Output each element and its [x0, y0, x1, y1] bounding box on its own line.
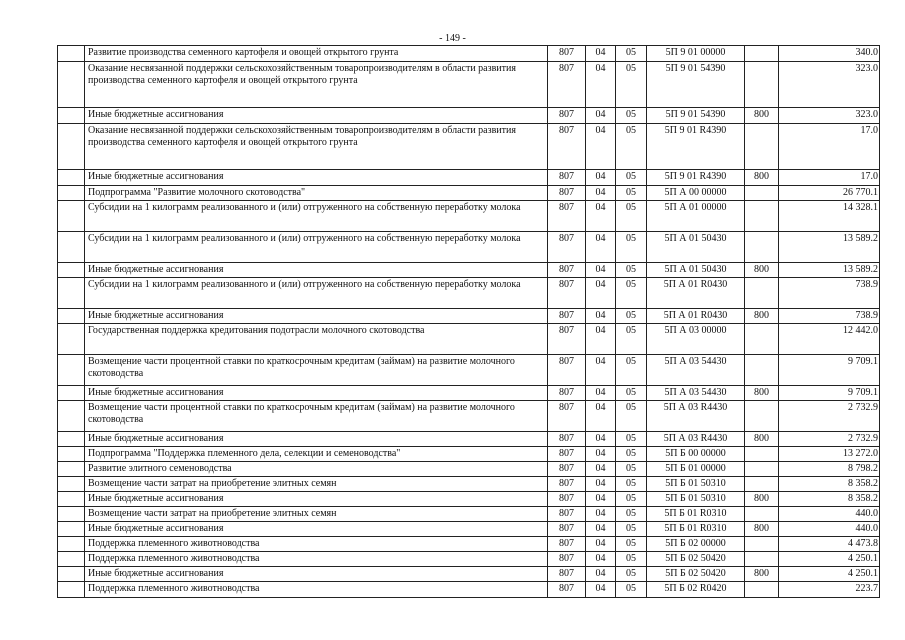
section-cell: 04: [586, 124, 616, 170]
number-cell: [58, 401, 85, 432]
ved-cell: 807: [548, 522, 586, 537]
table-row: [58, 232, 880, 263]
section-cell: 04: [586, 401, 616, 432]
table-body: [58, 46, 880, 598]
section-cell: 04: [586, 522, 616, 537]
number-cell: [58, 201, 85, 232]
name-cell: Иные бюджетные ассигнования: [85, 432, 548, 447]
subsection-cell: 05: [616, 462, 647, 477]
ved-cell: 807: [548, 582, 586, 598]
section-cell: 04: [586, 507, 616, 522]
target-article-cell: 5П А 03 00000: [647, 324, 745, 355]
section-cell: 04: [586, 462, 616, 477]
table-row: [58, 186, 880, 201]
table-row: [58, 324, 880, 355]
table-row: [58, 108, 880, 124]
target-article-cell: 5П Б 01 R0310: [647, 522, 745, 537]
expense-type-cell: [745, 507, 779, 522]
target-article-cell: 5П 9 01 R4390: [647, 124, 745, 170]
amount-cell: 9 709.1: [779, 355, 880, 386]
table-row: [58, 124, 880, 170]
name-cell: Поддержка племенного животноводства: [85, 552, 548, 567]
expense-type-cell: [745, 582, 779, 598]
amount-cell: 323.0: [779, 108, 880, 124]
section-cell: 04: [586, 492, 616, 507]
ved-cell: 807: [548, 462, 586, 477]
table-row: [58, 567, 880, 582]
ved-cell: 807: [548, 552, 586, 567]
name-cell: Иные бюджетные ассигнования: [85, 386, 548, 401]
target-article-cell: 5П 9 01 54390: [647, 62, 745, 108]
target-article-cell: 5П Б 02 00000: [647, 537, 745, 552]
table-row: [58, 170, 880, 186]
expense-type-cell: [745, 232, 779, 263]
section-cell: 04: [586, 324, 616, 355]
number-cell: [58, 186, 85, 201]
amount-cell: 17.0: [779, 124, 880, 170]
section-cell: 04: [586, 232, 616, 263]
target-article-cell: 5П А 03 54430: [647, 355, 745, 386]
section-cell: 04: [586, 582, 616, 598]
amount-cell: 440.0: [779, 522, 880, 537]
ved-cell: 807: [548, 62, 586, 108]
name-cell: Иные бюджетные ассигнования: [85, 522, 548, 537]
amount-cell: 13 589.2: [779, 263, 880, 278]
amount-cell: 26 770.1: [779, 186, 880, 201]
amount-cell: 223.7: [779, 582, 880, 598]
subsection-cell: 05: [616, 582, 647, 598]
ved-cell: 807: [548, 507, 586, 522]
amount-cell: 4 250.1: [779, 567, 880, 582]
section-cell: 04: [586, 309, 616, 324]
subsection-cell: 05: [616, 324, 647, 355]
section-cell: 04: [586, 567, 616, 582]
ved-cell: 807: [548, 263, 586, 278]
section-cell: 04: [586, 552, 616, 567]
expense-type-cell: [745, 62, 779, 108]
expense-type-cell: 800: [745, 432, 779, 447]
subsection-cell: 05: [616, 447, 647, 462]
target-article-cell: 5П А 01 R0430: [647, 278, 745, 309]
section-cell: 04: [586, 537, 616, 552]
ved-cell: 807: [548, 170, 586, 186]
table-row: [58, 386, 880, 401]
page-number: - 149 -: [439, 33, 466, 44]
table-row: [58, 201, 880, 232]
table-row: [58, 263, 880, 278]
subsection-cell: 05: [616, 492, 647, 507]
number-cell: [58, 124, 85, 170]
table-row: [58, 401, 880, 432]
expense-type-cell: 800: [745, 492, 779, 507]
name-cell: Возмещение части процентной ставки по краткосрочным кредитам (займам) на развитие молочного скотоводства: [85, 355, 548, 386]
name-cell: Возмещение части затрат на приобретение элитных семян: [85, 477, 548, 492]
subsection-cell: 05: [616, 170, 647, 186]
ved-cell: 807: [548, 386, 586, 401]
ved-cell: 807: [548, 309, 586, 324]
expense-type-cell: [745, 186, 779, 201]
name-cell: Поддержка племенного животноводства: [85, 582, 548, 598]
expense-type-cell: [745, 462, 779, 477]
section-cell: 04: [586, 108, 616, 124]
expense-type-cell: 800: [745, 309, 779, 324]
name-cell: Развитие производства семенного картофеля и овощей открытого грунта: [85, 46, 548, 62]
number-cell: [58, 507, 85, 522]
number-cell: [58, 582, 85, 598]
subsection-cell: 05: [616, 355, 647, 386]
number-cell: [58, 567, 85, 582]
number-cell: [58, 462, 85, 477]
ved-cell: 807: [548, 477, 586, 492]
number-cell: [58, 278, 85, 309]
ved-cell: 807: [548, 432, 586, 447]
name-cell: Иные бюджетные ассигнования: [85, 263, 548, 278]
name-cell: Поддержка племенного животноводства: [85, 537, 548, 552]
target-article-cell: 5П А 00 00000: [647, 186, 745, 201]
number-cell: [58, 477, 85, 492]
target-article-cell: 5П Б 00 00000: [647, 447, 745, 462]
subsection-cell: 05: [616, 62, 647, 108]
expense-type-cell: 800: [745, 522, 779, 537]
expense-type-cell: [745, 201, 779, 232]
subsection-cell: 05: [616, 232, 647, 263]
number-cell: [58, 62, 85, 108]
subsection-cell: 05: [616, 522, 647, 537]
number-cell: [58, 263, 85, 278]
section-cell: 04: [586, 477, 616, 492]
expense-type-cell: 800: [745, 386, 779, 401]
name-cell: Возмещение части затрат на приобретение элитных семян: [85, 507, 548, 522]
ved-cell: 807: [548, 124, 586, 170]
ved-cell: 807: [548, 492, 586, 507]
subsection-cell: 05: [616, 263, 647, 278]
table-row: [58, 552, 880, 567]
amount-cell: 8 798.2: [779, 462, 880, 477]
table-row: [58, 492, 880, 507]
name-cell: Государственная поддержка кредитования подотрасли молочного скотоводства: [85, 324, 548, 355]
ved-cell: 807: [548, 355, 586, 386]
expense-type-cell: 800: [745, 108, 779, 124]
section-cell: 04: [586, 432, 616, 447]
section-cell: 04: [586, 355, 616, 386]
subsection-cell: 05: [616, 278, 647, 309]
name-cell: Подпрограмма "Поддержка племенного дела, селекции и семеноводства": [85, 447, 548, 462]
table-row: [58, 462, 880, 477]
section-cell: 04: [586, 278, 616, 309]
name-cell: Субсидии на 1 килограмм реализованного и (или) отгруженного на собственную переработку молока: [85, 278, 548, 309]
target-article-cell: 5П 9 01 R4390: [647, 170, 745, 186]
subsection-cell: 05: [616, 507, 647, 522]
target-article-cell: 5П Б 02 50420: [647, 567, 745, 582]
target-article-cell: 5П А 03 R4430: [647, 401, 745, 432]
name-cell: Субсидии на 1 килограмм реализованного и (или) отгруженного на собственную переработку молока: [85, 201, 548, 232]
subsection-cell: 05: [616, 201, 647, 232]
table-row: [58, 507, 880, 522]
expense-type-cell: [745, 401, 779, 432]
amount-cell: 4 473.8: [779, 537, 880, 552]
section-cell: 04: [586, 201, 616, 232]
subsection-cell: 05: [616, 108, 647, 124]
section-cell: 04: [586, 263, 616, 278]
ved-cell: 807: [548, 201, 586, 232]
name-cell: Подпрограмма "Развитие молочного скотоводства": [85, 186, 548, 201]
number-cell: [58, 309, 85, 324]
section-cell: 04: [586, 386, 616, 401]
target-article-cell: 5П А 01 50430: [647, 263, 745, 278]
budget-table: [57, 45, 880, 598]
name-cell: Иные бюджетные ассигнования: [85, 567, 548, 582]
number-cell: [58, 324, 85, 355]
table-row: [58, 477, 880, 492]
amount-cell: 2 732.9: [779, 401, 880, 432]
table-row: [58, 447, 880, 462]
subsection-cell: 05: [616, 309, 647, 324]
number-cell: [58, 522, 85, 537]
table-row: [58, 355, 880, 386]
target-article-cell: 5П А 01 50430: [647, 232, 745, 263]
table-row: [58, 537, 880, 552]
ved-cell: 807: [548, 108, 586, 124]
name-cell: Оказание несвязанной поддержки сельскохозяйственным товаропроизводителям в области развития производства семенного картофеля и овощей открытого грунта: [85, 62, 548, 108]
amount-cell: 738.9: [779, 309, 880, 324]
table-row: [58, 432, 880, 447]
ved-cell: 807: [548, 567, 586, 582]
name-cell: Иные бюджетные ассигнования: [85, 108, 548, 124]
section-cell: 04: [586, 62, 616, 108]
amount-cell: 8 358.2: [779, 477, 880, 492]
section-cell: 04: [586, 447, 616, 462]
subsection-cell: 05: [616, 186, 647, 201]
number-cell: [58, 537, 85, 552]
table-row: [58, 278, 880, 309]
amount-cell: 738.9: [779, 278, 880, 309]
ved-cell: 807: [548, 232, 586, 263]
target-article-cell: 5П А 03 54430: [647, 386, 745, 401]
number-cell: [58, 108, 85, 124]
expense-type-cell: [745, 355, 779, 386]
expense-type-cell: 800: [745, 263, 779, 278]
subsection-cell: 05: [616, 46, 647, 62]
name-cell: Иные бюджетные ассигнования: [85, 492, 548, 507]
number-cell: [58, 386, 85, 401]
name-cell: Субсидии на 1 килограмм реализованного и (или) отгруженного на собственную переработку молока: [85, 232, 548, 263]
amount-cell: 2 732.9: [779, 432, 880, 447]
amount-cell: 340.0: [779, 46, 880, 62]
target-article-cell: 5П Б 01 50310: [647, 492, 745, 507]
subsection-cell: 05: [616, 552, 647, 567]
section-cell: 04: [586, 46, 616, 62]
subsection-cell: 05: [616, 567, 647, 582]
number-cell: [58, 355, 85, 386]
subsection-cell: 05: [616, 477, 647, 492]
ved-cell: 807: [548, 278, 586, 309]
subsection-cell: 05: [616, 401, 647, 432]
number-cell: [58, 170, 85, 186]
target-article-cell: 5П Б 01 R0310: [647, 507, 745, 522]
subsection-cell: 05: [616, 432, 647, 447]
amount-cell: 13 272.0: [779, 447, 880, 462]
expense-type-cell: [745, 324, 779, 355]
target-article-cell: 5П А 03 R4430: [647, 432, 745, 447]
target-article-cell: 5П 9 01 00000: [647, 46, 745, 62]
ved-cell: 807: [548, 186, 586, 201]
target-article-cell: 5П Б 02 R0420: [647, 582, 745, 598]
number-cell: [58, 447, 85, 462]
target-article-cell: 5П А 01 00000: [647, 201, 745, 232]
amount-cell: 323.0: [779, 62, 880, 108]
expense-type-cell: [745, 46, 779, 62]
expense-type-cell: 800: [745, 170, 779, 186]
amount-cell: 12 442.0: [779, 324, 880, 355]
table-row: [58, 46, 880, 62]
number-cell: [58, 46, 85, 62]
amount-cell: 17.0: [779, 170, 880, 186]
expense-type-cell: [745, 537, 779, 552]
ved-cell: 807: [548, 324, 586, 355]
number-cell: [58, 552, 85, 567]
target-article-cell: 5П Б 01 50310: [647, 477, 745, 492]
number-cell: [58, 232, 85, 263]
subsection-cell: 05: [616, 386, 647, 401]
ved-cell: 807: [548, 401, 586, 432]
amount-cell: 4 250.1: [779, 552, 880, 567]
amount-cell: 8 358.2: [779, 492, 880, 507]
target-article-cell: 5П Б 02 50420: [647, 552, 745, 567]
table-row: [58, 309, 880, 324]
expense-type-cell: [745, 552, 779, 567]
name-cell: Развитие элитного семеноводства: [85, 462, 548, 477]
ved-cell: 807: [548, 537, 586, 552]
section-cell: 04: [586, 186, 616, 201]
number-cell: [58, 492, 85, 507]
expense-type-cell: [745, 124, 779, 170]
expense-type-cell: [745, 477, 779, 492]
expense-type-cell: [745, 278, 779, 309]
table-row: [58, 62, 880, 108]
name-cell: Возмещение части процентной ставки по краткосрочным кредитам (займам) на развитие молочного скотоводства: [85, 401, 548, 432]
number-cell: [58, 432, 85, 447]
table-row: [58, 582, 880, 598]
subsection-cell: 05: [616, 124, 647, 170]
amount-cell: 13 589.2: [779, 232, 880, 263]
ved-cell: 807: [548, 447, 586, 462]
ved-cell: 807: [548, 46, 586, 62]
expense-type-cell: 800: [745, 567, 779, 582]
subsection-cell: 05: [616, 537, 647, 552]
amount-cell: 9 709.1: [779, 386, 880, 401]
amount-cell: 14 328.1: [779, 201, 880, 232]
table-row: [58, 522, 880, 537]
section-cell: 04: [586, 170, 616, 186]
name-cell: Иные бюджетные ассигнования: [85, 170, 548, 186]
name-cell: Иные бюджетные ассигнования: [85, 309, 548, 324]
expense-type-cell: [745, 447, 779, 462]
target-article-cell: 5П 9 01 54390: [647, 108, 745, 124]
amount-cell: 440.0: [779, 507, 880, 522]
target-article-cell: 5П А 01 R0430: [647, 309, 745, 324]
target-article-cell: 5П Б 01 00000: [647, 462, 745, 477]
name-cell: Оказание несвязанной поддержки сельскохозяйственным товаропроизводителям в области развития производства семенного картофеля и овощей открытого грунта: [85, 124, 548, 170]
